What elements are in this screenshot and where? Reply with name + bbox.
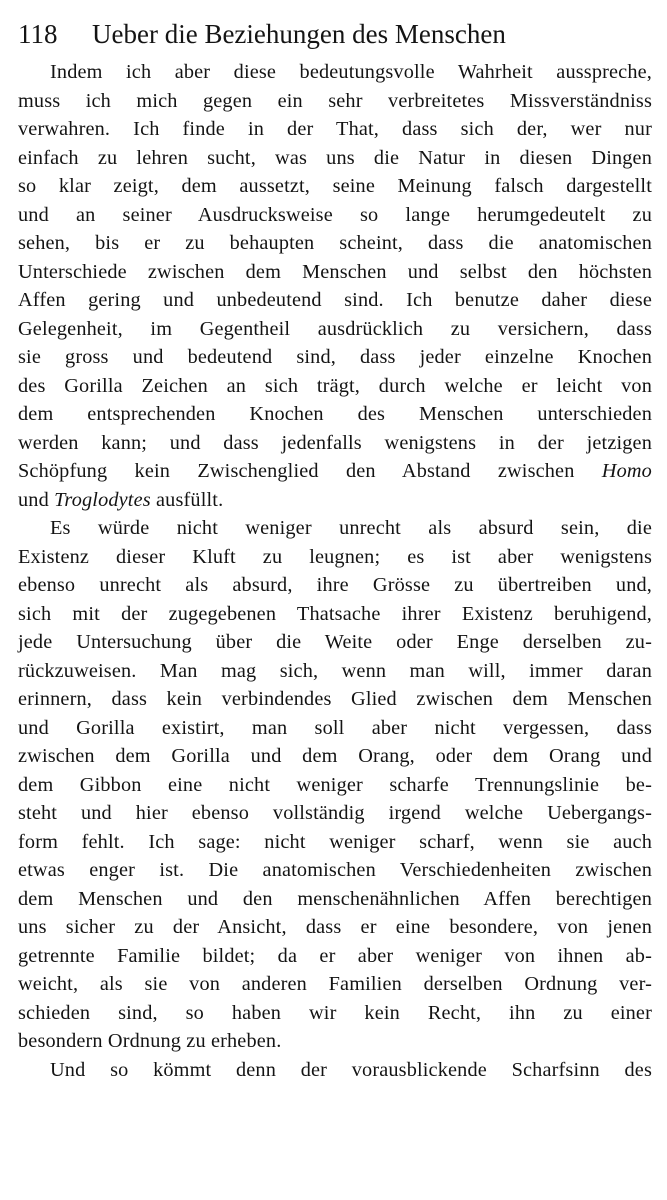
text-line: sehen, bis er zu behaupten scheint, dass die anatomischen xyxy=(18,232,652,254)
text-line: weicht, als sie von anderen Familien derselben Ordnung ver- xyxy=(18,973,652,995)
text-line: so klar zeigt, dem aussetzt, seine Meinung falsch dargestellt xyxy=(18,175,652,197)
text-line: Es würde nicht weniger unrecht als absurd sein, die xyxy=(50,517,652,539)
text-line: einfach zu lehren sucht, was uns die Natur in diesen Dingen xyxy=(18,146,652,169)
text-line: muss ich mich gegen ein sehr verbreitetes Missverständniss xyxy=(18,89,652,112)
text-line: Schöpfung kein Zwischenglied den Abstand zwischen Homo xyxy=(18,460,652,482)
text-line: Existenz dieser Kluft zu leugnen; es ist aber wenigstens xyxy=(18,545,652,568)
text-line: Gelegenheit, im Gegentheil ausdrücklich zu versichern, dass xyxy=(18,317,652,340)
body-text xyxy=(18,58,652,1084)
page-number: 118 xyxy=(18,19,58,49)
text-line: sich mit der zugegebenen Thatsache ihrer Existenz beruhigend, xyxy=(18,602,652,625)
text-line: sie gross und bedeutend sind, dass jeder einzelne Knochen xyxy=(18,346,652,368)
text-line: Affen gering und unbedeutend sind. Ich benutze daher diese xyxy=(18,289,652,311)
running-head: Ueber die Beziehungen des Menschen xyxy=(92,19,506,49)
italic-genus-troglodytes: Troglodytes xyxy=(54,488,151,511)
text-line: dem entsprechenden Knochen des Menschen unterschieden xyxy=(18,403,652,425)
text-line: zwischen dem Gorilla und dem Orang, oder dem Orang und xyxy=(18,745,652,767)
text-line: und an seiner Ausdrucksweise so lange herumgedeutelt zu xyxy=(18,203,652,226)
text-line: werden kann; und dass jedenfalls wenigstens in der jetzigen xyxy=(18,431,652,454)
text-line: etwas enger ist. Die anatomischen Verschiedenheiten zwischen xyxy=(18,859,652,881)
text-line: und Troglodytes ausfüllt. xyxy=(18,488,224,511)
text-line: des Gorilla Zeichen an sich trägt, durch welche er leicht von xyxy=(18,374,652,397)
text-line: steht und hier ebenso vollständig irgend welche Uebergangs- xyxy=(18,802,652,824)
text-line: dem Gibbon eine nicht weniger scharfe Trennungslinie be- xyxy=(18,773,652,796)
text-line: getrennte Familie bildet; da er aber weniger von ihnen ab- xyxy=(18,944,652,967)
text-line: schieden sind, so haben wir kein Recht, ihn zu einer xyxy=(18,1001,652,1024)
text-line: jede Untersuchung über die Weite oder Enge derselben zu- xyxy=(18,631,652,653)
text-line: rückzuweisen. Man mag sich, wenn man will, immer daran xyxy=(18,659,652,682)
text-line: besondern Ordnung zu erheben. xyxy=(18,1030,282,1052)
page-header xyxy=(18,14,652,54)
text-line: Und so kömmt denn der vorausblickende Scharfsinn des xyxy=(50,1058,652,1081)
text-line: Unterschiede zwischen dem Menschen und selbst den höchsten xyxy=(18,260,652,283)
text-line: dem Menschen und den menschenähnlichen Affen berechtigen xyxy=(18,887,652,910)
text-line: ebenso unrecht als absurd, ihre Grösse zu übertreiben und, xyxy=(18,574,652,596)
book-page xyxy=(18,14,652,1084)
text-line: Indem ich aber diese bedeutungsvolle Wahrheit ausspreche, xyxy=(50,61,652,83)
italic-genus-homo: Homo xyxy=(601,460,652,482)
text-line: form fehlt. Ich sage: nicht weniger scharf, wenn sie auch xyxy=(18,830,652,853)
text-line: uns sicher zu der Ansicht, dass er eine besondere, von jenen xyxy=(18,916,652,938)
text-line: erinnern, dass kein verbindendes Glied zwischen dem Menschen xyxy=(18,688,652,710)
text-line: und Gorilla existirt, man soll aber nicht vergessen, dass xyxy=(18,716,652,739)
text-line: verwahren. Ich finde in der That, dass sich der, wer nur xyxy=(18,118,652,140)
